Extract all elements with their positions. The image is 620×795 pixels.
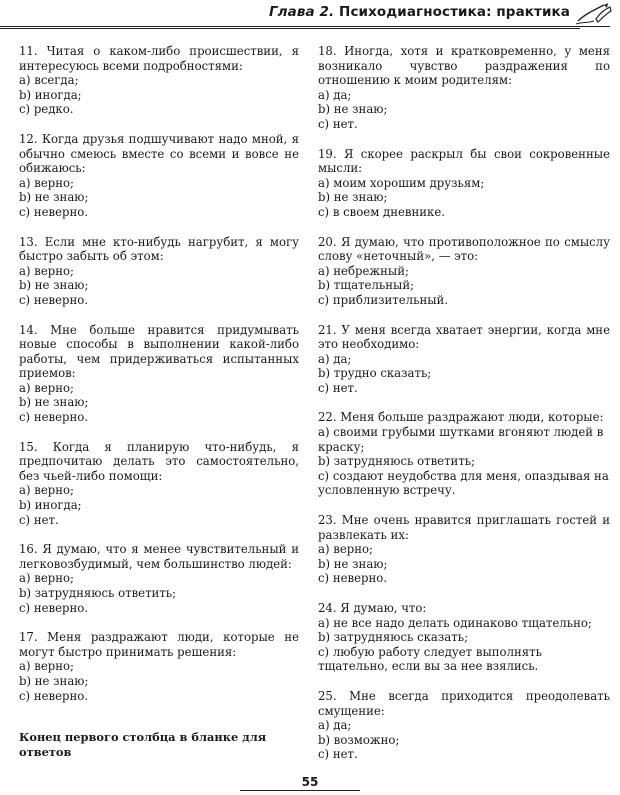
question-text: 25. Мне всегда приходится преодолевать смущение: xyxy=(318,688,610,718)
answer-option: a) верно; xyxy=(19,380,74,395)
question-block xyxy=(19,323,299,425)
answer-option: a) не все надо делать одинаково тщательно; xyxy=(318,615,592,630)
question-text: 12. Когда друзья подшучивают надо мной, я обычно смеюсь вместе со всеми и вовсе не обижаюсь: xyxy=(19,131,299,176)
answer-option: c) неверно. xyxy=(19,410,89,425)
answer-option: b) затрудняюсь ответить; xyxy=(318,454,476,469)
question-text: 13. Если мне кто-нибудь нагрубит, я могу быстро забыть об этом: xyxy=(19,234,299,264)
question-text: 17. Меня раздражают люди, которые не могут быстро принимать решения: xyxy=(19,630,299,659)
question-text: 22. Меня больше раздражают люди, которые: xyxy=(318,410,604,425)
answer-option: b) не знаю; xyxy=(19,278,89,293)
question-block xyxy=(19,630,299,703)
header-rule-secondary xyxy=(0,28,580,29)
question-block xyxy=(19,235,299,308)
chapter-label: Глава 2. xyxy=(268,4,335,20)
question-text: 21. У меня всегда хватает энергии, когда мне это необходимо: xyxy=(318,322,610,352)
header-rule xyxy=(0,26,610,27)
answer-option: a) верно; xyxy=(19,483,74,498)
answer-option: c) нет. xyxy=(318,747,358,762)
question-text: 24. Я думаю, что: xyxy=(318,601,427,615)
answer-option: b) не знаю; xyxy=(19,673,89,688)
question-block xyxy=(19,132,299,220)
left-column xyxy=(19,44,299,759)
answer-option: c) приблизительный. xyxy=(318,292,449,307)
writing-hand-icon xyxy=(574,1,614,27)
question-text: 19. Я скорее раскрыл бы свои сокровенные мысли: xyxy=(318,146,610,176)
question-text: 23. Мне очень нравится приглашать гостей и развлекать их: xyxy=(318,513,610,542)
question-block xyxy=(318,235,610,308)
question-block xyxy=(19,440,299,528)
page-header xyxy=(0,0,620,30)
answer-option: b) не знаю; xyxy=(19,190,89,205)
question-block xyxy=(19,542,299,615)
question-text: 18. Иногда, хотя и кратковременно, у меня возникало чувство раздражения по отношению к моим родителям: xyxy=(318,44,610,88)
footer-rule xyxy=(240,790,360,791)
answer-option: b) затрудняюсь ответить; xyxy=(19,586,177,600)
answer-option: a) да; xyxy=(318,718,352,733)
answer-option: a) верно; xyxy=(19,263,74,278)
answer-option: a) моим хорошим друзьям; xyxy=(318,175,485,190)
answer-option: b) трудно сказать; xyxy=(318,366,432,381)
answer-option: b) не знаю; xyxy=(318,102,388,117)
answer-option: b) не знаю; xyxy=(318,190,388,205)
answer-option: a) верно; xyxy=(19,659,74,674)
question-text: 11. Читая о каком-либо происшествии, я интересуюсь всеми подробностями: xyxy=(19,44,299,73)
answer-option: c) любую работу следует выполнять тщательно, если вы за нее взялись. xyxy=(318,644,542,674)
answer-option: c) неверно. xyxy=(19,204,89,219)
answer-option: a) да; xyxy=(318,87,352,102)
answer-option: a) верно; xyxy=(19,175,74,190)
question-block xyxy=(318,410,610,498)
answer-option: b) тщательный; xyxy=(318,278,415,293)
question-text: 14. Мне больше нравится придумывать новые способы в выполнении какой-либо работы, чем придерживаться испытанных приемов: xyxy=(19,322,299,381)
answer-option: a) небрежный; xyxy=(318,263,409,278)
answer-option: b) не знаю; xyxy=(19,395,89,410)
answer-option: c) неверно. xyxy=(19,600,89,615)
answer-option: c) неверно. xyxy=(19,688,89,703)
answer-option: b) возможно; xyxy=(318,732,400,747)
answer-option: a) верно; xyxy=(318,542,373,557)
answer-option: a) своими грубыми шутками вгоняют людей в краску; xyxy=(318,425,604,454)
answer-option: c) нет. xyxy=(318,380,358,395)
question-text: 16. Я думаю, что я менее чувствительный и легковозбудимый, чем большинство людей: xyxy=(19,542,299,571)
question-block xyxy=(318,323,610,396)
question-block xyxy=(318,513,610,586)
answer-option: c) нет. xyxy=(318,116,358,131)
page-footer xyxy=(0,771,620,790)
question-block xyxy=(318,689,610,762)
question-block xyxy=(318,44,610,132)
column-end-note: Конец первого столбца в бланке для ответов xyxy=(19,730,267,759)
question-text: 20. Я думаю, что противоположное по смыслу слову «неточный», — это: xyxy=(318,234,610,264)
answer-option: a) всегда; xyxy=(19,73,79,88)
answer-option: c) редко. xyxy=(19,102,74,117)
answer-option: c) неверно. xyxy=(19,292,89,307)
question-block xyxy=(19,44,299,117)
right-column xyxy=(318,44,610,777)
answer-option: a) да; xyxy=(318,351,352,366)
question-text: 15. Когда я планирую что-нибудь, я предпочитаю делать это самостоятельно, без чьей-либо помощи: xyxy=(19,439,299,483)
answer-option: c) неверно. xyxy=(318,571,388,586)
answer-option: a) верно; xyxy=(19,571,74,586)
running-head xyxy=(269,4,570,20)
page-number: 55 xyxy=(301,775,319,789)
answer-option: b) затрудняюсь сказать; xyxy=(318,630,469,645)
answer-option: b) иногда; xyxy=(19,87,82,102)
question-block xyxy=(318,601,610,674)
answer-option: b) иногда; xyxy=(19,498,82,513)
chapter-title: Психодиагностика: практика xyxy=(339,4,570,20)
answer-option: b) не знаю; xyxy=(318,556,388,571)
question-block xyxy=(318,147,610,220)
answer-option: c) в своем дневнике. xyxy=(318,204,445,219)
answer-option: c) создают неудобства для меня, опаздывая на условленную встречу. xyxy=(318,468,609,498)
answer-option: c) нет. xyxy=(19,512,59,527)
